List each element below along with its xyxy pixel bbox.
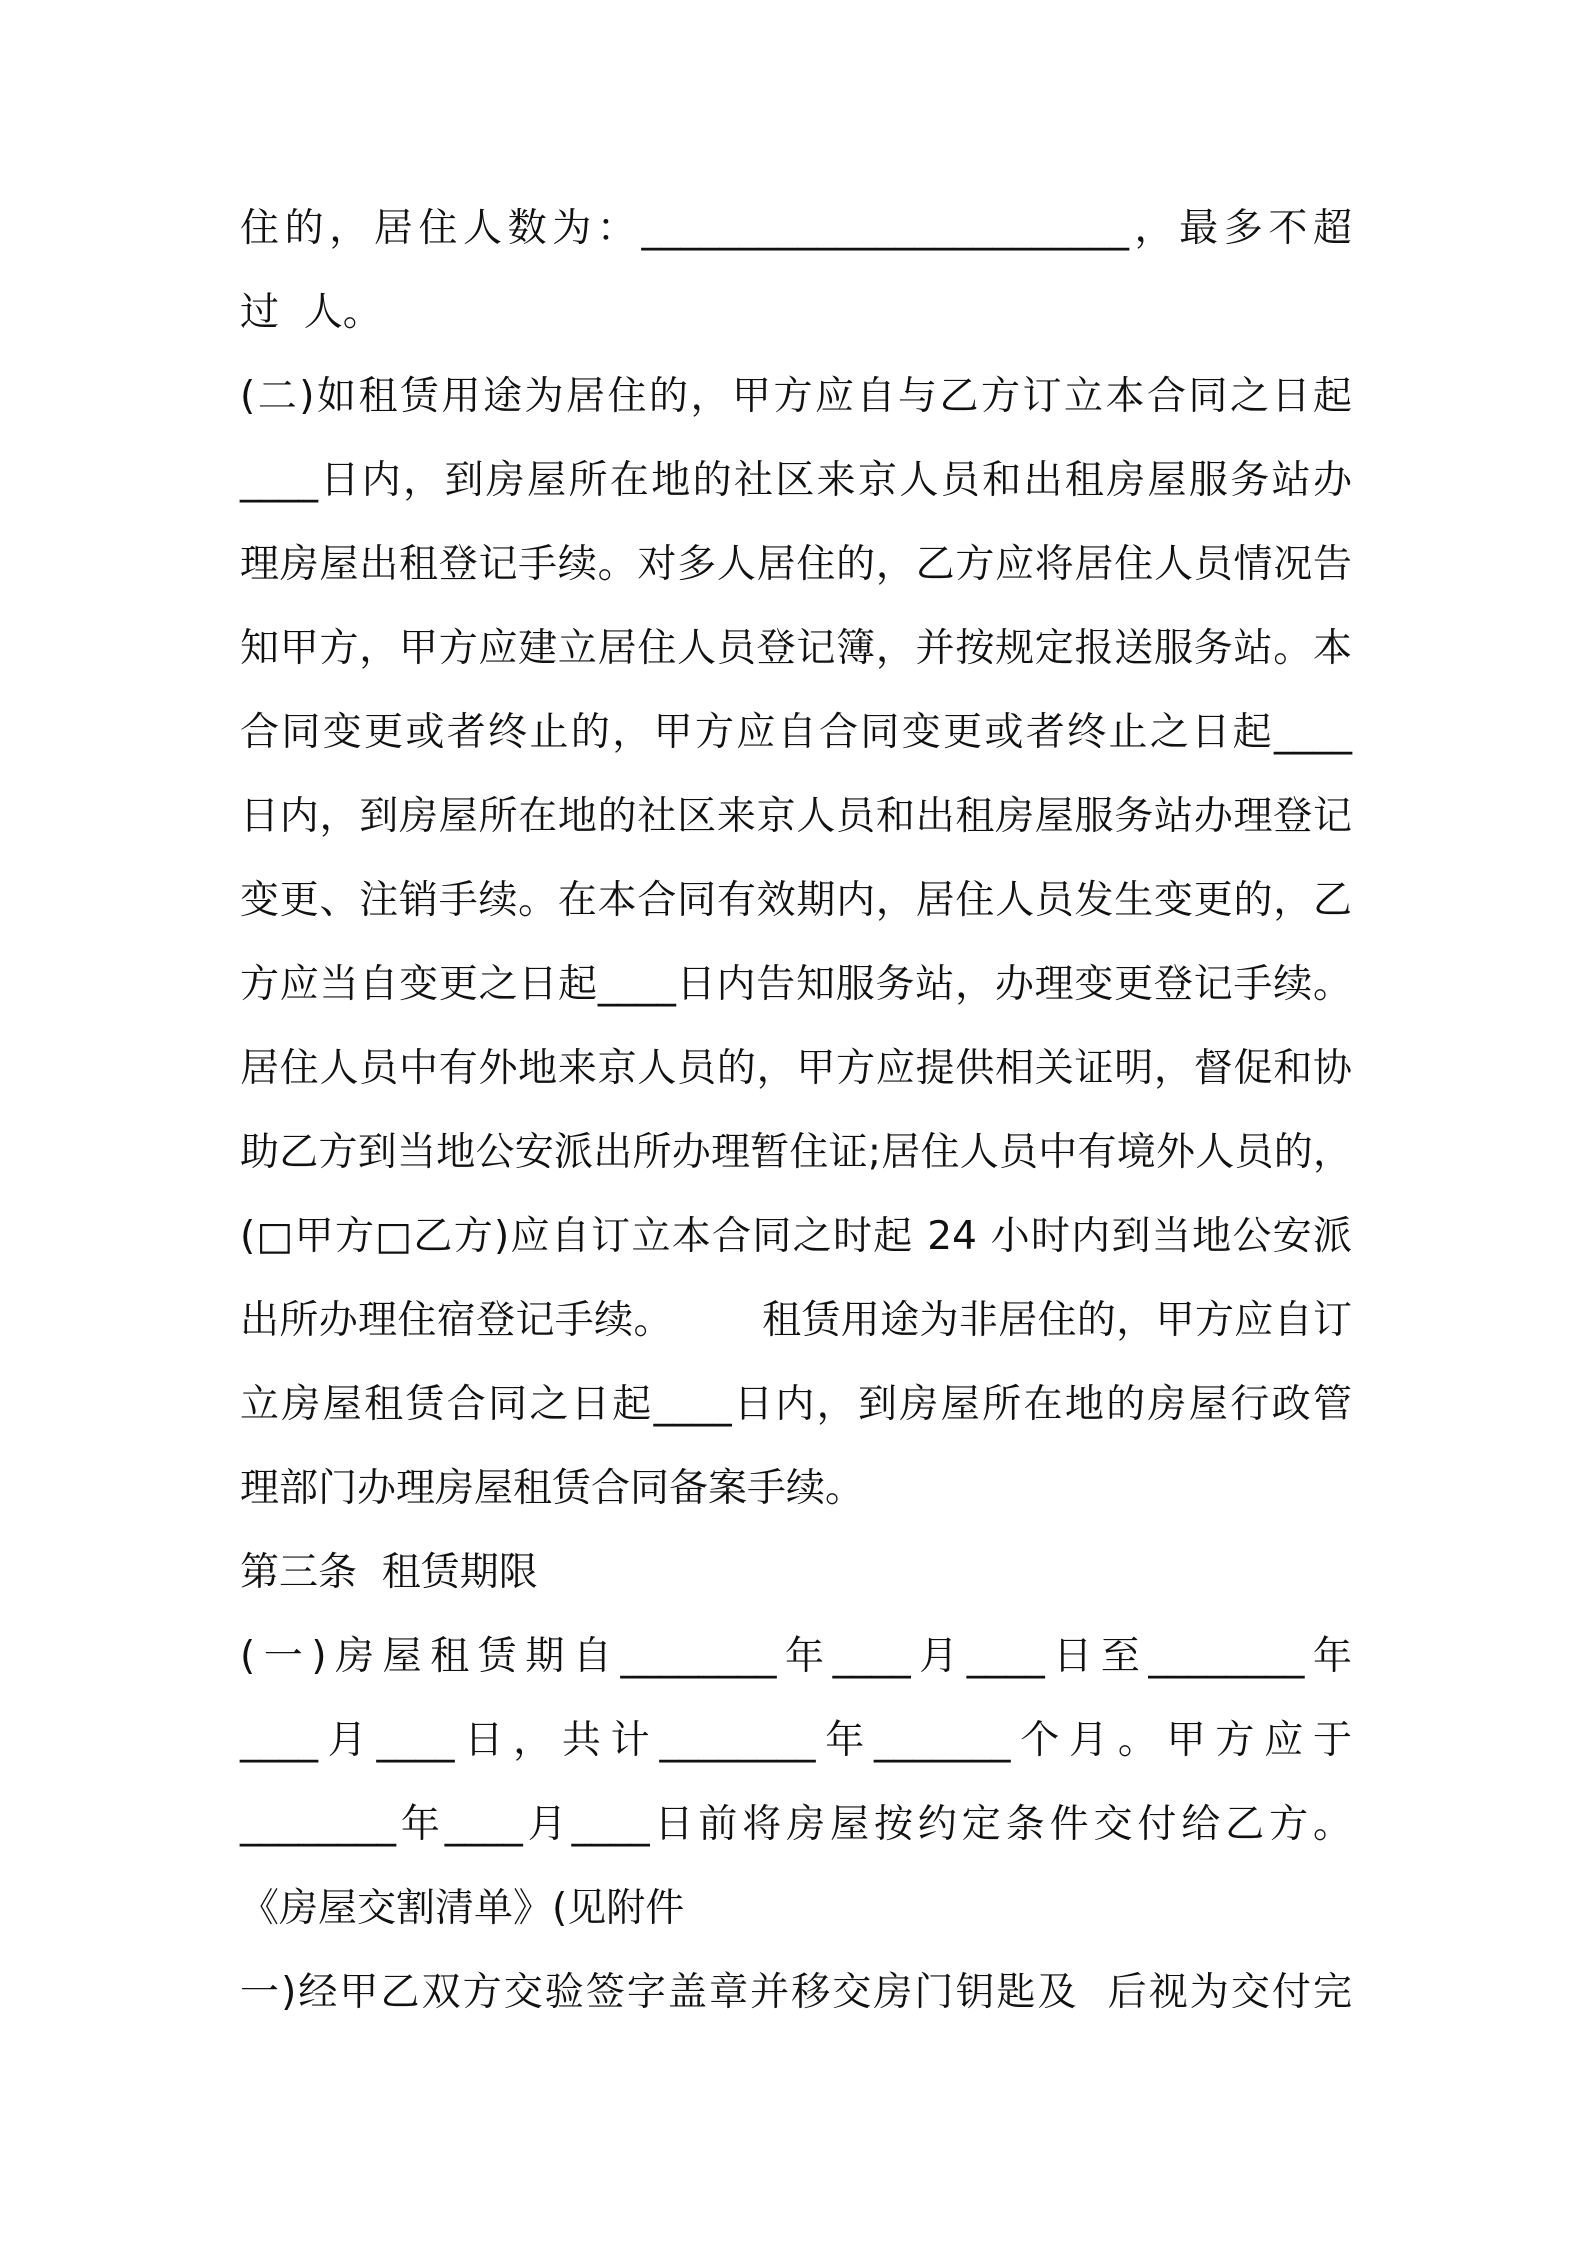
text-line: ____月____日，共计________年_______个月。甲方应于 [240, 1718, 1352, 1763]
text-line: (一)房屋租赁期自________年____月____日至________年 [240, 1634, 1352, 1679]
text-line: 日内，到房屋所在地的社区来京人员和出租房屋服务站办理登记 [240, 794, 1352, 839]
text-line: 一)经甲乙双方交验签字盖章并移交房门钥匙及 后视为交付完 [240, 1970, 1352, 2015]
text-line: 居住人员中有外地来京人员的，甲方应提供相关证明，督促和协 [240, 1046, 1352, 1091]
text-line: 助乙方到当地公安派出所办理暂住证;居住人员中有境外人员的， [240, 1130, 1352, 1175]
text-line: ____日内，到房屋所在地的社区来京人员和出租房屋服务站办 [240, 458, 1352, 503]
text-line: 立房屋租赁合同之日起____日内，到房屋所在地的房屋行政管 [240, 1382, 1352, 1427]
text-line: 方应当自变更之日起____日内告知服务站，办理变更登记手续。 [240, 962, 1352, 1007]
text-line: 出所办理住宿登记手续。 租赁用途为非居住的，甲方应自订 [240, 1298, 1352, 1343]
text-line: 过 人。 [240, 290, 382, 335]
text-line: 理房屋出租登记手续。对多人居住的，乙方应将居住人员情况告 [240, 542, 1352, 587]
text-line: ________年____月____日前将房屋按约定条件交付给乙方。 [240, 1802, 1352, 1847]
text-line: 合同变更或者终止的，甲方应自合同变更或者终止之日起____ [240, 710, 1352, 755]
text-line: 知甲方，甲方应建立居住人员登记簿，并按规定报送服务站。本 [240, 626, 1352, 671]
text-line: 住的，居住人数为：_________________________，最多不超 [240, 206, 1352, 251]
text-line: 理部门办理房屋租赁合同备案手续。 [240, 1466, 865, 1511]
text-line: 《房屋交割清单》(见附件 [240, 1886, 685, 1931]
text-line: 变更、注销手续。在本合同有效期内，居住人员发生变更的，乙 [240, 878, 1352, 923]
text-line: (□甲方□乙方)应自订立本合同之时起 24 小时内到当地公安派 [240, 1214, 1352, 1259]
text-line: (二)如租赁用途为居住的，甲方应自与乙方订立本合同之日起 [240, 374, 1352, 419]
section-heading: 第三条 租赁期限 [240, 1550, 538, 1595]
